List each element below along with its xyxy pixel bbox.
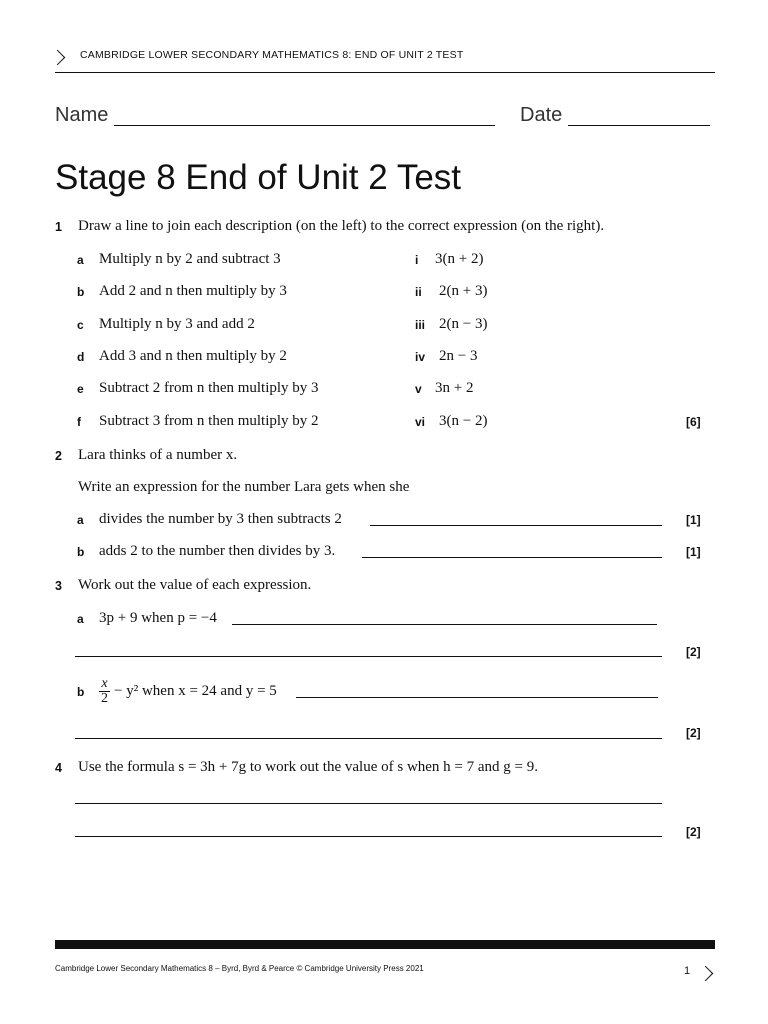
- next-page-chevron-icon: [698, 966, 714, 982]
- q1-item-letter: d: [77, 350, 85, 364]
- q3a-answer-line-1[interactable]: [232, 624, 657, 625]
- q1-item-letter: f: [77, 415, 81, 429]
- q1-item-description: Add 2 and n then multiply by 3: [99, 283, 287, 299]
- q4-answer-line-1[interactable]: [75, 803, 662, 804]
- q1-item-description: Subtract 3 from n then multiply by 2: [99, 413, 319, 429]
- q1-prompt: Draw a line to join each description (on the left) to the correct expression (on the right).: [78, 218, 605, 234]
- q3a-text: 3p + 9 when p = −4: [99, 610, 217, 626]
- q1-item-description: Subtract 2 from n then multiply by 3: [99, 380, 319, 396]
- q1-item-expression: 2(n + 3): [439, 283, 488, 299]
- q3b-fraction: [99, 677, 110, 706]
- q2-prompt: Lara thinks of a number x.: [78, 447, 238, 463]
- q3-prompt: Work out the value of each expression.: [78, 577, 312, 593]
- q2a-answer-line[interactable]: [370, 525, 662, 526]
- q1-item-description: Add 3 and n then multiply by 2: [99, 348, 287, 364]
- q1-item-roman: iv: [415, 350, 426, 364]
- q2a-marks: [1]: [686, 513, 701, 527]
- q2a-text: divides the number by 3 then subtracts 2: [99, 511, 342, 527]
- q3b-expression: [99, 677, 277, 706]
- q3a-marks: [2]: [686, 645, 701, 659]
- q2b-text: adds 2 to the number then divides by 3.: [99, 543, 336, 559]
- q2b-answer-line[interactable]: [362, 557, 662, 558]
- q1-item-expression: 2n − 3: [439, 348, 478, 364]
- q2-number: 2: [55, 449, 62, 463]
- name-field[interactable]: [114, 125, 495, 126]
- q1-item-roman: i: [415, 253, 419, 267]
- name-label: Name: [55, 104, 109, 126]
- q1-item-letter: e: [77, 382, 84, 396]
- header-chevron-icon: [50, 50, 66, 66]
- q2b-letter: b: [77, 545, 85, 559]
- q1-item-expression: 3(n + 2): [435, 251, 484, 267]
- q1-item-roman: v: [415, 382, 422, 396]
- page-title: Stage 8 End of Unit 2 Test: [55, 158, 462, 197]
- q3b-answer-line-2[interactable]: [75, 738, 662, 739]
- date-field[interactable]: [568, 125, 710, 126]
- q3-number: 3: [55, 579, 62, 593]
- q3b-answer-line-1[interactable]: [296, 697, 658, 698]
- q1-item-roman: vi: [415, 415, 426, 429]
- q3b-marks: [2]: [686, 726, 701, 740]
- header-title: CAMBRIDGE LOWER SECONDARY MATHEMATICS 8: END OF UNIT 2 TEST: [80, 49, 464, 61]
- page-number: 1: [684, 965, 691, 977]
- q1-item-description: Multiply n by 3 and add 2: [99, 316, 255, 332]
- q1-item-expression: 2(n − 3): [439, 316, 488, 332]
- q1-item-expression: 3n + 2: [435, 380, 474, 396]
- q3a-answer-line-2[interactable]: [75, 656, 662, 657]
- q4-number: 4: [55, 761, 62, 775]
- q2a-letter: a: [77, 513, 84, 527]
- q2b-marks: [1]: [686, 545, 701, 559]
- q1-item-letter: a: [77, 253, 84, 267]
- q1-item-expression: 3(n − 2): [439, 413, 488, 429]
- footer-bar: [55, 940, 715, 949]
- q4-prompt: Use the formula s = 3h + 7g to work out the value of s when h = 7 and g = 9.: [78, 759, 539, 775]
- q3b-fraction-numerator: x: [99, 677, 110, 692]
- footer-text: Cambridge Lower Secondary Mathematics 8 – Byrd, Byrd & Pearce © Cambridge University Press 2021: [55, 964, 424, 973]
- q1-item-roman: ii: [415, 285, 422, 299]
- q3a-letter: a: [77, 612, 84, 626]
- header-rule: [55, 72, 715, 73]
- q1-item-letter: c: [77, 318, 84, 332]
- date-label: Date: [520, 104, 563, 126]
- q1-item-letter: b: [77, 285, 85, 299]
- q1-item-roman: iii: [415, 318, 426, 332]
- q3b-letter: b: [77, 685, 85, 699]
- q3b-fraction-denominator: 2: [101, 691, 108, 706]
- q3b-text: − y² when x = 24 and y = 5: [114, 683, 277, 699]
- q2-prompt-2: Write an expression for the number Lara gets when she: [78, 479, 410, 495]
- q4-answer-line-2[interactable]: [75, 836, 662, 837]
- q1-number: 1: [55, 220, 62, 234]
- q1-item-description: Multiply n by 2 and subtract 3: [99, 251, 281, 267]
- q1-marks: [6]: [686, 415, 701, 429]
- q4-marks: [2]: [686, 825, 701, 839]
